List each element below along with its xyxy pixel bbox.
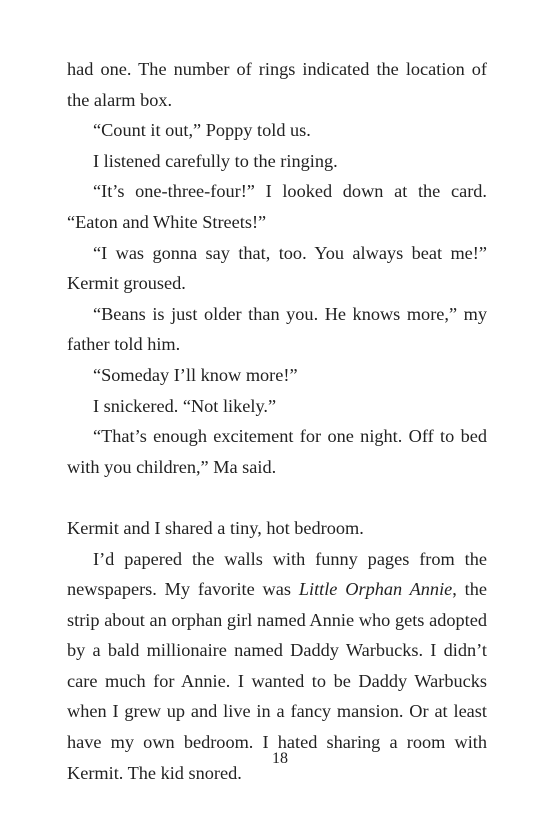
paragraph: I listened carefully to the ringing.	[93, 150, 338, 171]
paragraph-text: I’d papered the walls with funny pages from the newspapers. My favorite was	[67, 548, 487, 600]
paragraph: “Count it out,” Poppy told us.	[93, 120, 311, 141]
page-number: 18	[272, 750, 288, 767]
comic-strip-title: Little Orphan Annie	[298, 579, 453, 600]
paragraph: “That’s enough excitement for one night. Off to bed with you children,” Ma said.	[67, 426, 487, 477]
page-body	[67, 54, 487, 788]
paragraph: “I was gonna say that, too. You always beat me!” Kermit groused.	[67, 242, 487, 294]
paragraph: had one. The number of rings indicated the location of the alarm box.	[67, 59, 487, 110]
paragraph: “Beans is just older than you. He knows more,” my father told him.	[67, 303, 487, 355]
paragraph: I snickered. “Not likely.”	[93, 395, 277, 416]
paragraph-text: , the strip about an orphan girl named Annie who gets adopted by a bald millionaire named Daddy Warbucks. I didn’t care much for Annie. I wanted to be Daddy Warbucks when I grew up and live in a fancy mansion. Or at least have my own bedroom. I hated sharing a room with Kermit. The kid snored.	[67, 579, 487, 783]
section-first-paragraph: Kermit and I shared a tiny, hot bedroom.	[67, 517, 364, 538]
paragraph: “Someday I’ll know more!”	[93, 364, 298, 385]
paragraph: “It’s one-three-four!” I looked down at the card. “Eaton and White Streets!”	[67, 181, 487, 232]
